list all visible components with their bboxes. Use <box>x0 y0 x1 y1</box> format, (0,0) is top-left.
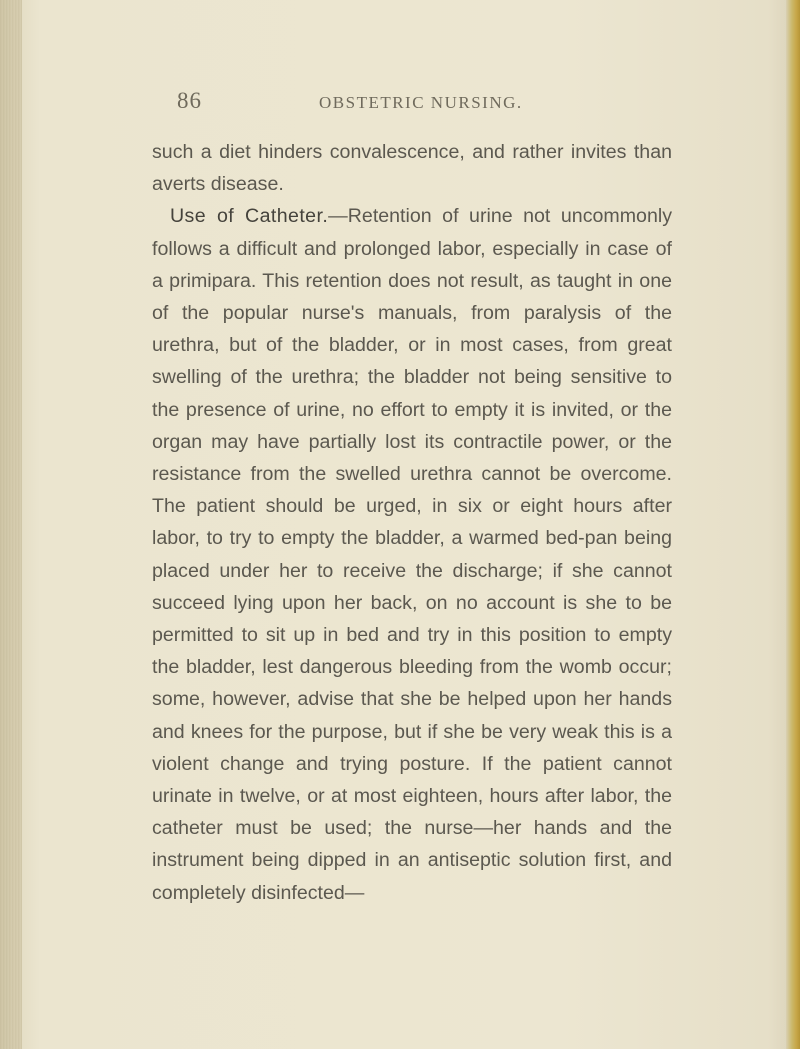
page-gilt-edge <box>786 0 800 1049</box>
body-text <box>152 136 672 909</box>
section-heading: Use of Catheter. <box>170 205 329 228</box>
running-head: OBSTETRIC NURSING. <box>319 93 523 112</box>
page-gutter-edge <box>0 0 22 1049</box>
paragraph-catheter <box>152 200 672 908</box>
page-header <box>177 88 597 122</box>
paragraph-continuation: such a diet hinders convalescence, and rather invites than averts disease. <box>152 141 672 196</box>
paragraph-text: —Retention of urine not uncommonly follows a difficult and prolonged labor, especially in case of a primipara. This retention does not result, as taught in one of the popular nurse's manuals, from paralysis of the urethra, but of the bladder, or in most cases, from great swelling of the urethra; the bladder not being sensitive to the presence of urine, no effort to empty it is invited, or the organ may have partially lost its contractile power, or the resistance from the swelled urethra cannot be overcome. The patient should be urged, in six or eight hours after labor, to try to empty the bladder, a warmed bed-pan being placed under her to receive the discharge; if she cannot succeed lying upon her back, on no account is she to be permitted to sit up in bed and try in this position to empty the bladder, lest dangerous bleeding from the womb occur; some, however, advise that she be helped upon her hands and knees for the purpose, but if she be very weak this is a violent change and trying posture. If the patient cannot urinate in twelve, or at most eighteen, hours after labor, the catheter must be used; the nurse—her hands and the instrument being dipped in an antiseptic solution first, and completely disinfected— <box>152 205 672 904</box>
page-number: 86 <box>177 88 202 113</box>
